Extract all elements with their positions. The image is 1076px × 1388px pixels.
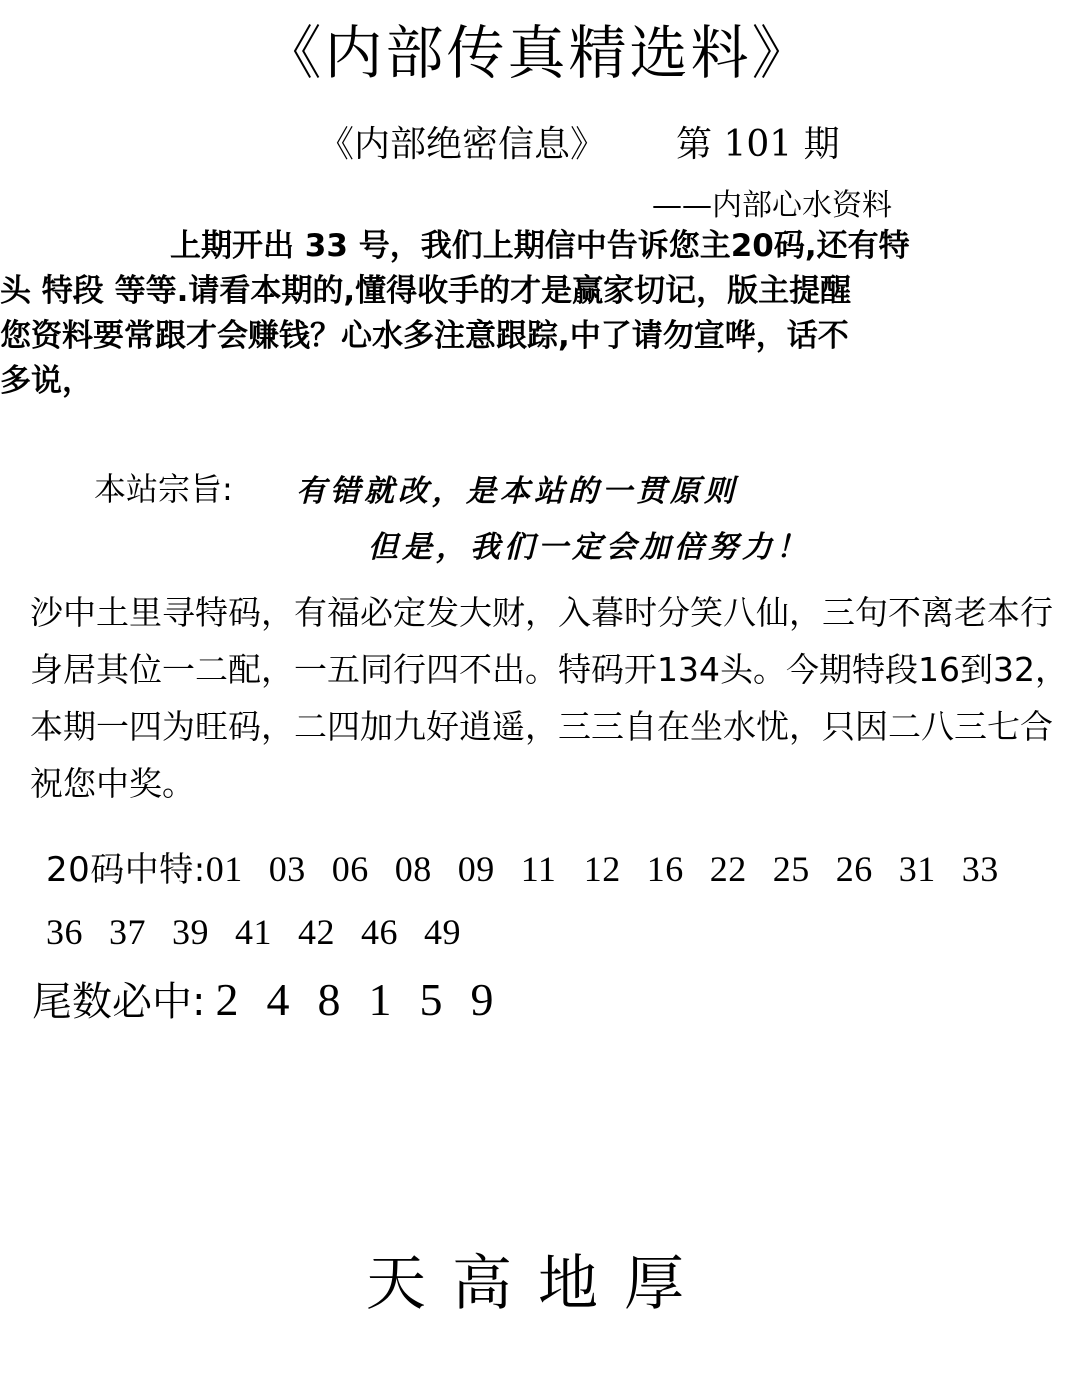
source-line: ——内部心水资料 (652, 188, 892, 223)
pick-number: 03 (268, 849, 306, 889)
pick-number: 16 (646, 849, 684, 889)
pick-number: 31 (898, 849, 936, 889)
tail-digit: 9 (470, 974, 500, 1025)
pick-number: 37 (109, 912, 146, 952)
pick-number: 11 (520, 849, 557, 889)
picks-block (46, 838, 1025, 963)
pick-number: 06 (331, 849, 369, 889)
subtitle-row (318, 116, 840, 167)
pick-number: 33 (961, 849, 999, 889)
pick-number: 12 (583, 849, 621, 889)
verse-line: 祝您中奖。 (30, 764, 195, 803)
pick-number: 22 (709, 849, 747, 889)
verse-line: 本期一四为旺码，二四加九好逍遥，三三自在坐水忧，只因二八三七合 (30, 707, 1053, 746)
intro-paragraph (0, 224, 1076, 404)
pick-number: 46 (361, 912, 398, 952)
pick-number: 01 (205, 849, 243, 889)
pick-number: 08 (394, 849, 432, 889)
intro-line: 头 特段 等等.请看本期的,懂得收手的才是赢家切记，版主提醒 (0, 273, 852, 309)
tail-digit: 8 (317, 974, 347, 1025)
intro-line: 您资料要常跟才会赚钱？心水多注意跟踪,中了请勿宣哗，话不 (0, 318, 849, 354)
page-title: 《内部传真精选料》 (263, 19, 813, 87)
pick-number: 09 (457, 849, 495, 889)
tail-digit: 5 (419, 974, 449, 1025)
tail-digit: 4 (266, 974, 296, 1025)
picks-label: 20码中特: (46, 850, 206, 890)
tail-digits-label: 尾数必中: (32, 979, 206, 1025)
pick-number: 49 (424, 912, 461, 952)
verse-line: 沙中土里寻特码，有福必定发大财，入暮时分笑八仙，三句不离老本行 (30, 593, 1053, 632)
pick-number: 25 (772, 849, 810, 889)
tail-digits-block (32, 970, 521, 1027)
pick-number: 36 (46, 912, 83, 952)
picks-row-2 (46, 901, 1025, 963)
verse-block (30, 584, 1068, 812)
tail-digits (215, 974, 521, 1025)
motto-line-2: 但是，我们一定会加倍努力！ (368, 530, 810, 565)
tail-digit: 2 (215, 974, 245, 1025)
motto-label: 本站宗旨: (94, 470, 233, 508)
picks-row-1 (46, 838, 1025, 901)
footer-text: 天高地厚 (366, 1249, 710, 1319)
pick-number: 39 (172, 912, 209, 952)
pick-number: 42 (298, 912, 335, 952)
subtitle: 《内部绝密信息》 (318, 124, 607, 165)
tail-digit: 1 (368, 974, 398, 1025)
picks-row-1-numbers (206, 849, 1025, 889)
issue-number: 第 101 期 (676, 124, 840, 165)
intro-line: 多说， (0, 363, 93, 399)
intro-line: 上期开出 33 号，我们上期信中告诉您主20码,还有特 (170, 228, 910, 264)
pick-number: 26 (835, 849, 873, 889)
pick-number: 41 (235, 912, 272, 952)
verse-line: 身居其位一二配，一五同行四不出。特码开134头。今期特段16到32， (30, 650, 1068, 689)
motto-line-1: 有错就改，是本站的一贯原则 (296, 474, 738, 509)
